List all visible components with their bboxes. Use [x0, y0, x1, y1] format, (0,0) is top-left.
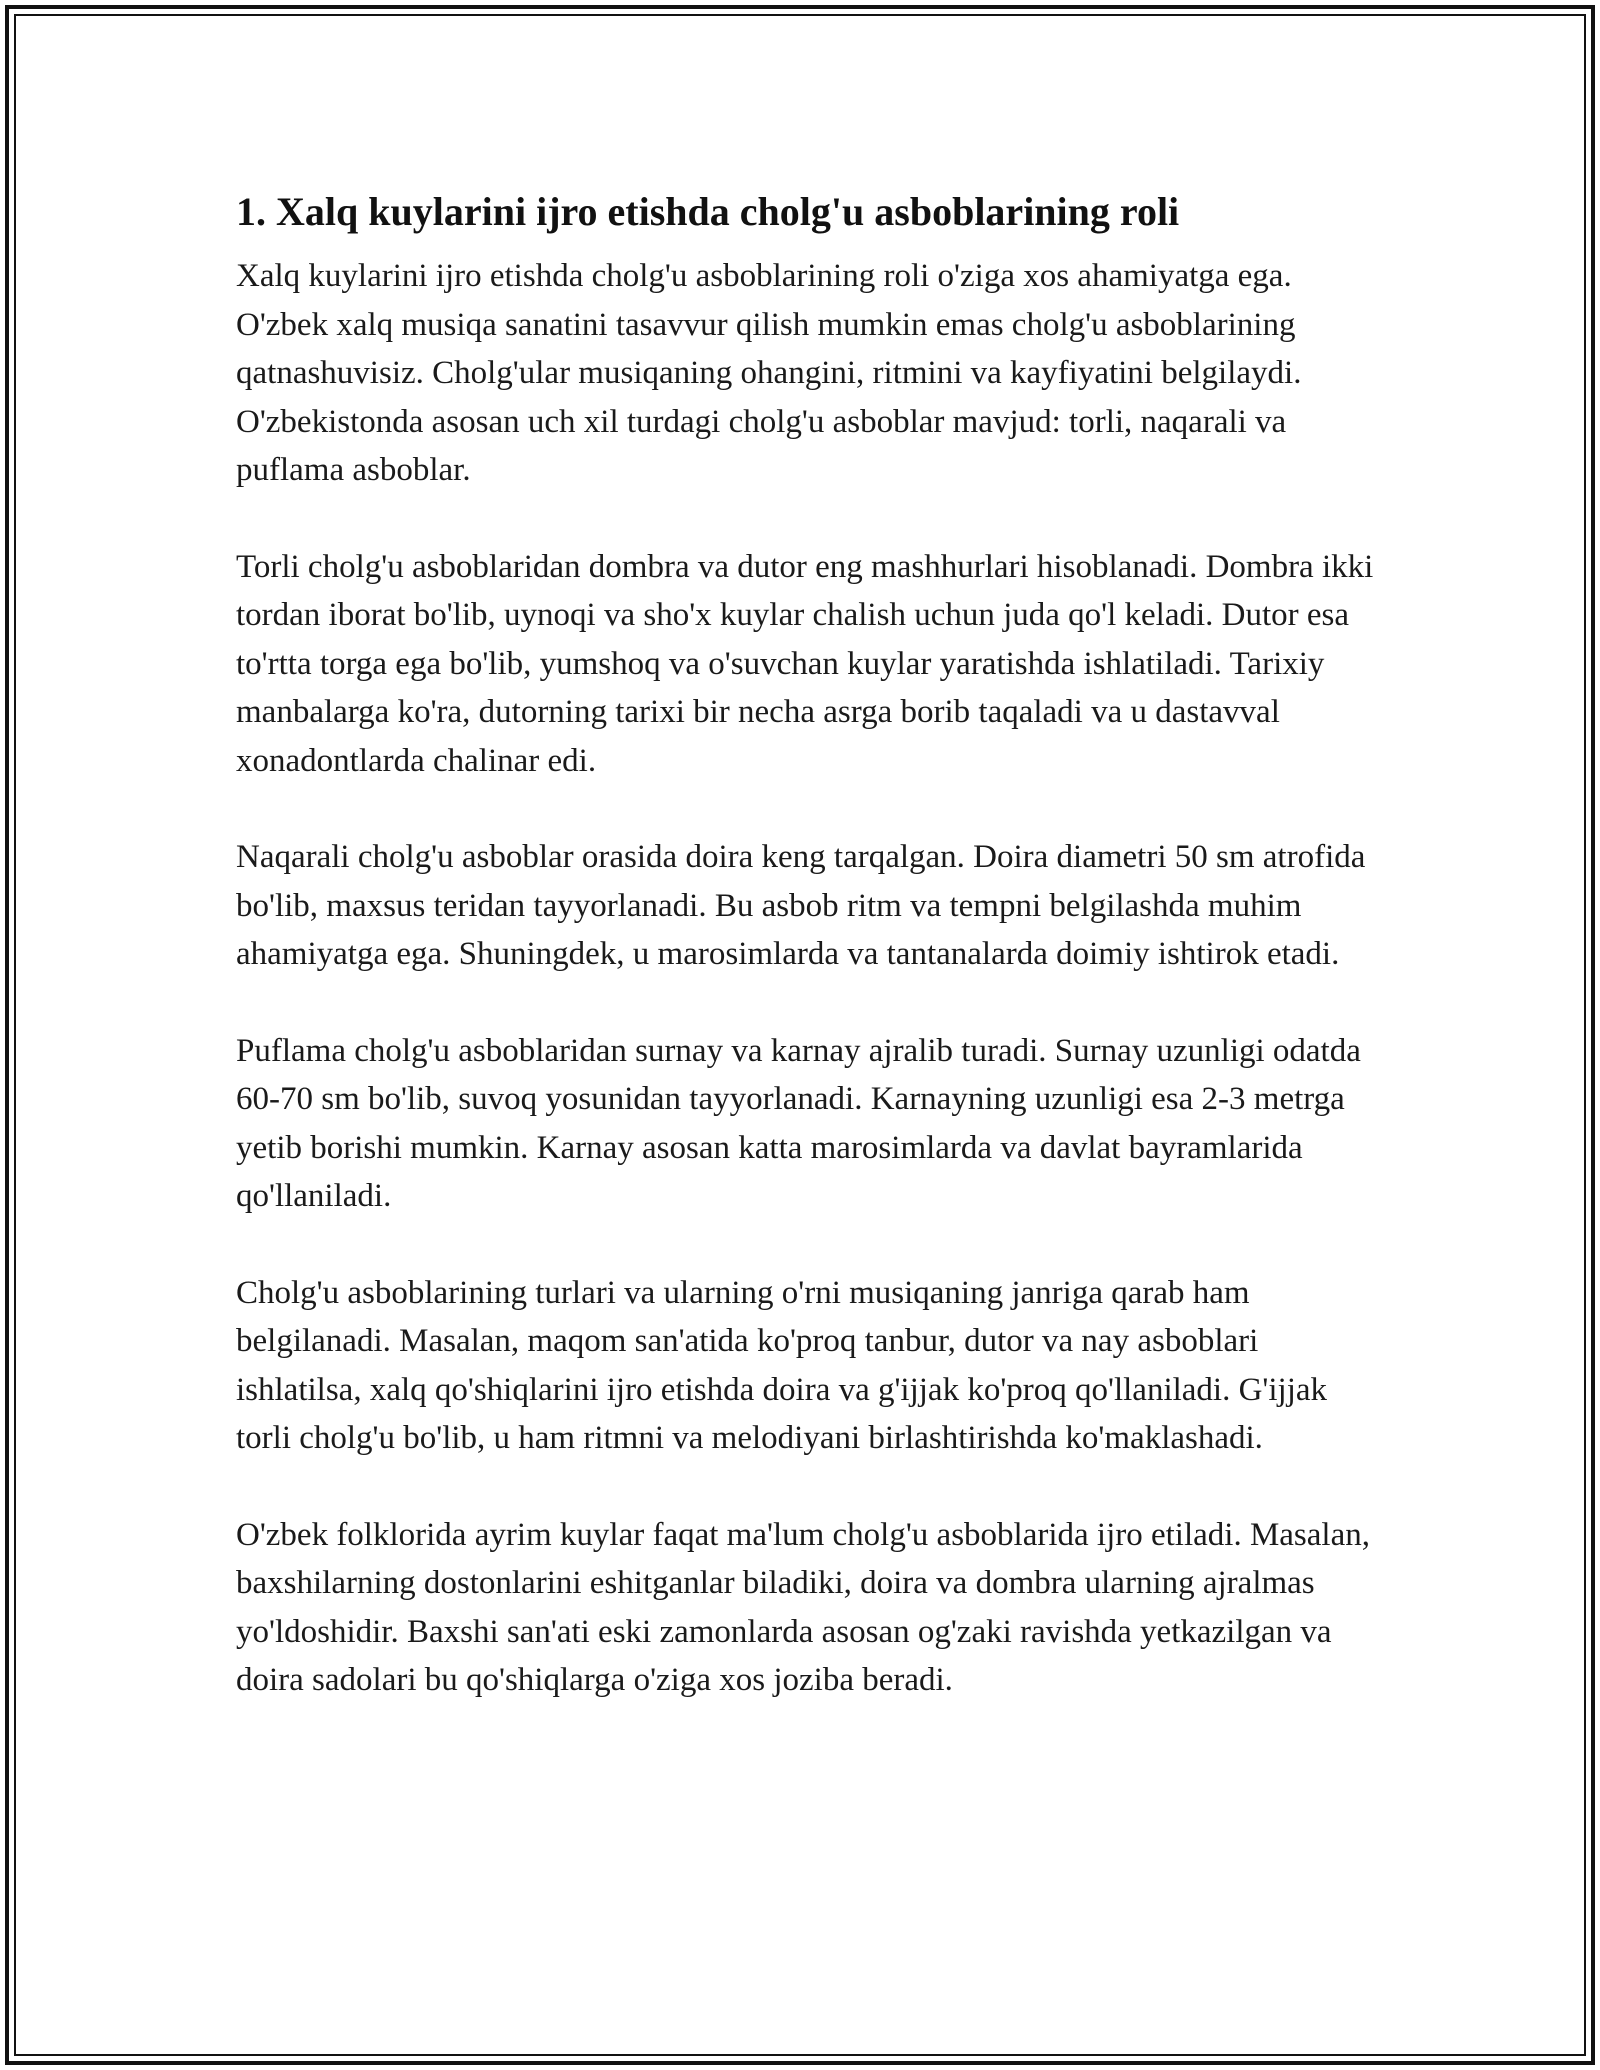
paragraph-percussion-instruments: Naqarali cholg'u asboblar orasida doira keng tarqalgan. Doira diametri 50 sm atrofida bo'lib, maxsus teridan tayyorlanadi. Bu asbob ritm va tempni belgilashda muhim ahamiyatga ega. Shuningdek, u marosimlarda va tantanalarda doimiy ishtirok etadi.	[236, 839, 1366, 972]
section-heading: 1. Xalq kuylarini ijro etishda cholg'u asboblarining roli	[236, 189, 1180, 234]
document-body	[236, 186, 1386, 1753]
paragraph-genres: Cholg'u asboblarining turlari va ularning o'rni musiqaning janriga qarab ham belgilanadi. Masalan, maqom san'atida ko'proq tanbur, dutor va nay asboblari ishlatilsa, xalq qo'shiqlarini ijro etishda doira va g'ijjak ko'proq qo'llaniladi. G'ijjak torli cholg'u bo'lib, u ham ritmni va melodiyani birlashtirishda ko'maklashadi.	[236, 1274, 1328, 1456]
paragraph-intro: Xalq kuylarini ijro etishda cholg'u asboblarining roli o'ziga xos ahamiyatga ega. O'zbek xalq musiqa sanatini tasavvur qilish mumkin emas cholg'u asboblarining qatnashuvisiz. Cholg'ular musiqaning ohangini, ritmini va kayfiyatini belgilaydi. O'zbekistonda asosan uch xil turdagi cholg'u asboblar mavjud: torli, naqarali va puflama asboblar.	[236, 258, 1302, 488]
paragraph-string-instruments: Torli cholg'u asboblaridan dombra va dutor eng mashhurlari hisoblanadi. Dombra ikki tordan iborat bo'lib, uynoqi va sho'x kuylar chalish uchun juda qo'l keladi. Dutor esa to'rtta torga ega bo'lib, yumshoq va o'suvchan kuylar yaratishda ishlatiladi. Tarixiy manbalarga ko'ra, dutorning tarixi bir necha asrga borib taqaladi va u dastavval xonadontlarda chalinar edi.	[236, 548, 1374, 779]
paragraph-folklore: O'zbek folklorida ayrim kuylar faqat ma'lum cholg'u asboblarida ijro etiladi. Masalan, baxshilarning dostonlarini eshitganlar biladiki, doira va dombra ularning ajralmas yo'ldoshidir. Baxshi san'ati eski zamonlarda asosan og'zaki ravishda yetkazilgan va doira sadolari bu qo'shiqlarga o'ziga xos joziba beradi.	[236, 1516, 1370, 1698]
paragraph-wind-instruments: Puflama cholg'u asboblaridan surnay va karnay ajralib turadi. Surnay uzunligi odatda 60-70 sm bo'lib, suvoq yosunidan tayyorlanadi. Karnayning uzunligi esa 2-3 metrga yetib borishi mumkin. Karnay asosan katta marosimlarda va davlat bayramlarida qo'llaniladi.	[236, 1032, 1361, 1214]
